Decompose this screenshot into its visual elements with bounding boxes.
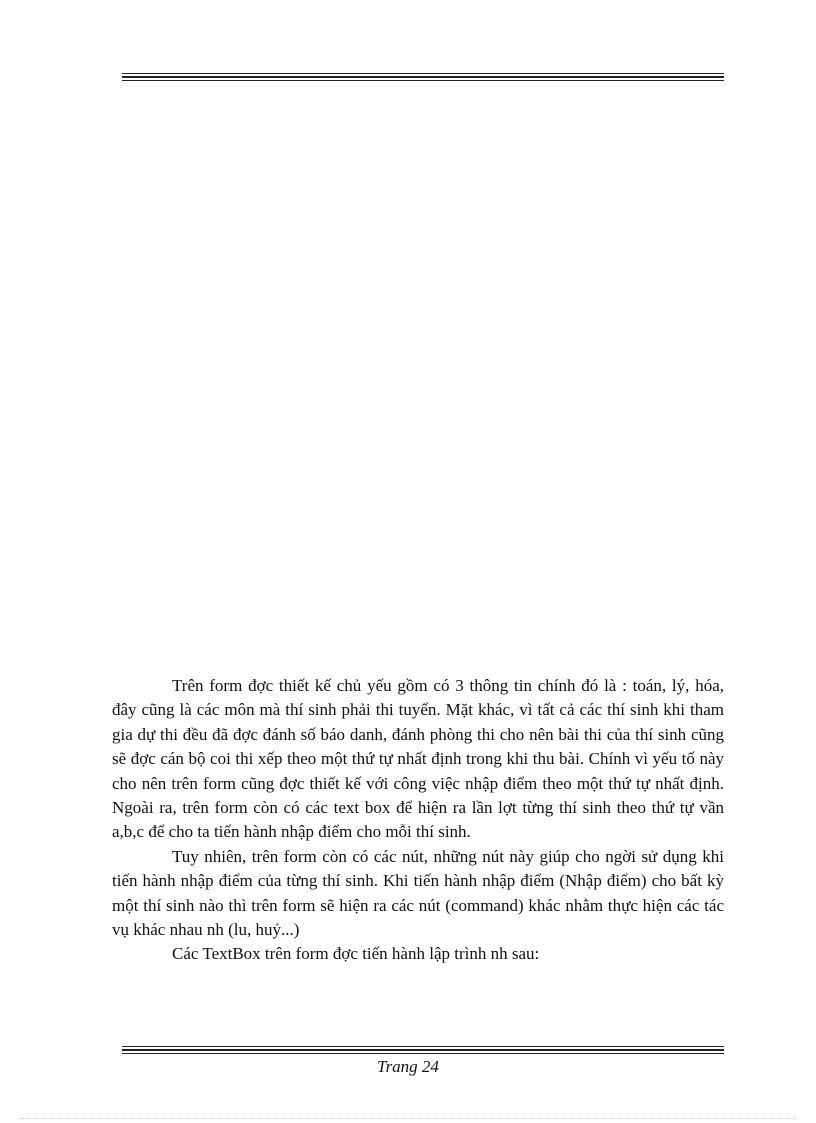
footer-rule xyxy=(122,1046,724,1056)
paragraph: Các TextBox trên form đợc tiến hành lập trình nh sau: xyxy=(172,944,540,964)
page-number: Trang 24 xyxy=(377,1057,439,1076)
body-text xyxy=(112,674,724,967)
header-rule xyxy=(122,73,724,83)
page-edge-divider xyxy=(20,1118,796,1119)
paragraph: Trên form đợc thiết kế chủ yếu gồm có 3 thông tin chính đó là : toán, lý, hóa, đây cũng là các môn mà thí sinh phải thi tuyển. Mặt khác, vì tất cả các thí sinh khi tham gia dự thi đều đã đợc đánh số báo danh, đánh phòng thi cho nên bài thi của thí sinh cũng sẽ đợc cán bộ coi thi xếp theo một thứ tự nhất định trong khi thu bài. Chính vì yếu tố này cho nên trên form cũng đợc thiết kế với công việc nhập điểm theo một thứ tự nhất định. Ngoài ra, trên form còn có các text box để hiện ra lần lợt từng thí sinh theo thứ tự vần a,b,c để cho ta tiến hành nhập điểm cho mỗi thí sinh. xyxy=(112,676,724,842)
paragraph: Tuy nhiên, trên form còn có các nút, những nút này giúp cho ngời sử dụng khi tiến hành nhập điểm của từng thí sinh. Khi tiến hành nhập điểm (Nhập điểm) cho bất kỳ một thí sinh nào thì trên form sẽ hiện ra các nút (command) khác nhằm thực hiện các tác vụ khác nhau nh (lu, huỷ...) xyxy=(112,846,724,940)
